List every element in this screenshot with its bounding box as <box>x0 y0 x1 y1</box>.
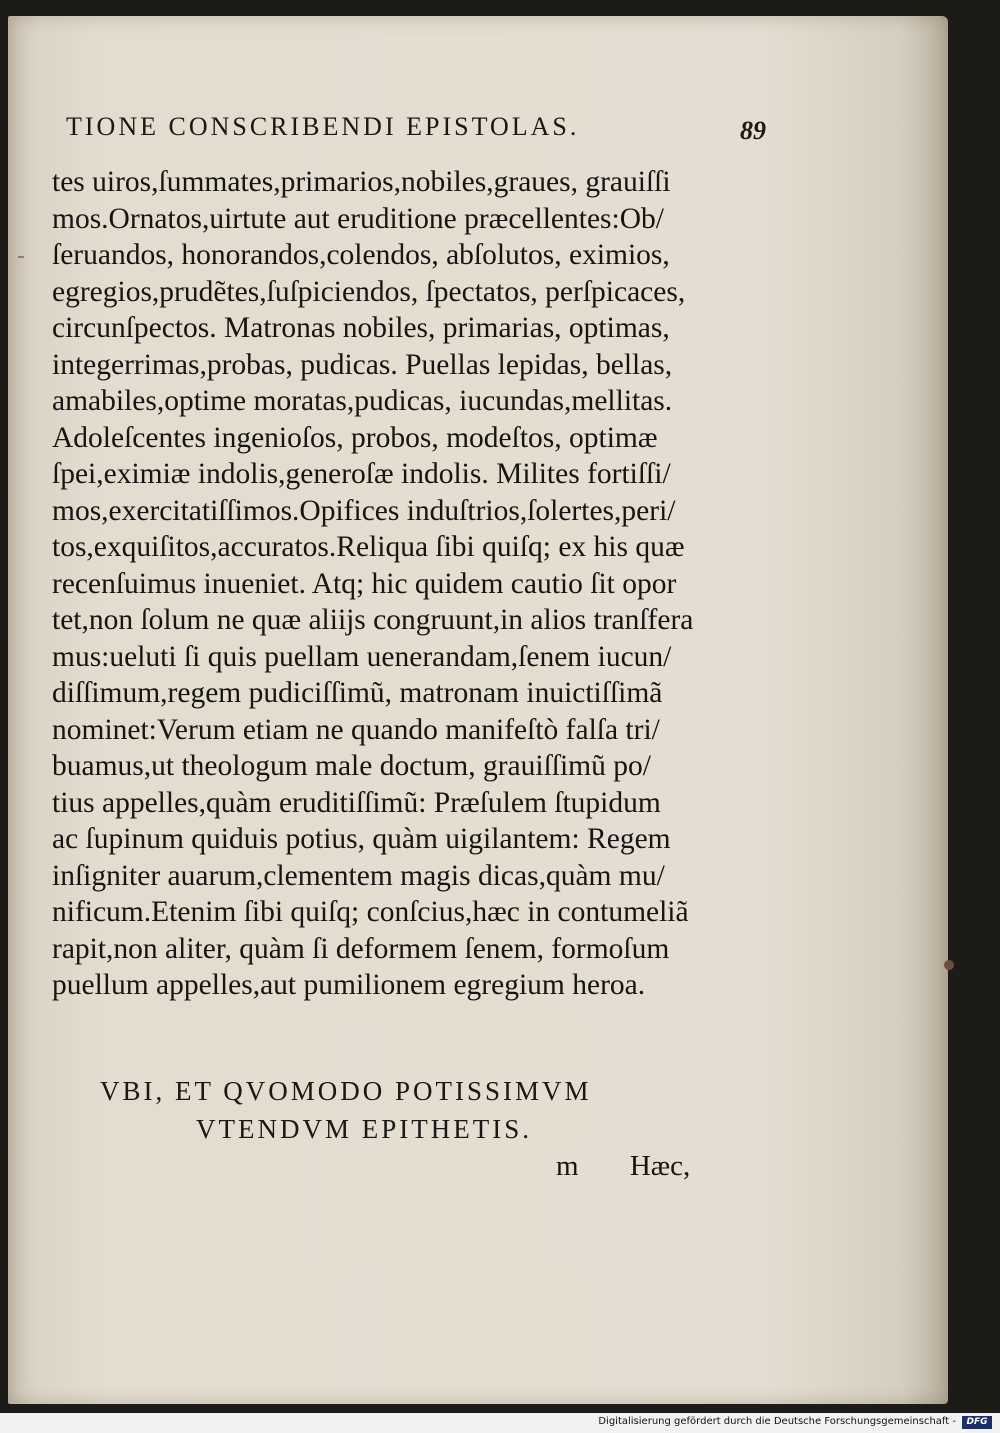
text-line: egregios,prudẽtes,ſuſpiciendos, ſpectatos, perſpicaces, <box>52 275 686 308</box>
text-line: amabiles,optime moratas,pudicas, iucundas,mellitas. <box>52 385 673 417</box>
text-line: recenſuimus inueniet. Atq; hic quidem cautio ſit opor <box>52 567 677 600</box>
catchword-line <box>556 1150 690 1183</box>
page-header <box>66 104 766 144</box>
text-line: puellum appelles,aut pumilionem egregium heroa. <box>52 969 646 1001</box>
section-heading <box>100 1072 700 1148</box>
text-line: tes uiros,ſummates,primarios,nobiles,graues, grauiſſi <box>52 166 671 198</box>
text-line: tet,non ſolum ne quæ aliĳs congruunt,in alios tranſfera <box>52 604 694 636</box>
signature-mark: m <box>556 1150 579 1182</box>
book-page <box>8 16 948 1404</box>
text-line: ac ſupinum quiduis potius, quàm uigilantem: Regem <box>52 823 671 855</box>
text-line: buamus,ut theologum male doctum, grauiſſimũ po/ <box>52 750 651 782</box>
margin-dot <box>944 960 954 970</box>
text-line: integerrimas,probas, pudicas. Puellas lepidas, bellas, <box>52 348 673 381</box>
text-line: Adoleſcentes ingenioſos, probos, modeſtos, optimæ <box>52 421 658 454</box>
text-line: tos,exquiſitos,accuratos.Reliqua ſibi quiſq; ex his quæ <box>52 531 685 563</box>
heading-line-1: VBI, ET QVOMODO POTISSIMVM <box>100 1076 592 1106</box>
text-line: ſpei,eximiæ indolis,generoſæ indolis. Milites fortiſſi/ <box>52 458 671 490</box>
text-line: rapit,non aliter, quàm ſi deformem ſenem, formoſum <box>52 932 670 965</box>
text-line: circunſpectos. Matronas nobiles, primarias, optimas, <box>52 312 670 344</box>
running-head: TIONE CONSCRIBENDI EPISTOLAS. <box>66 112 580 141</box>
text-line: mos.Ornatos,uirtute aut eruditione præcellentes:Ob/ <box>52 202 664 235</box>
footer-bar <box>0 1413 1000 1433</box>
page-edge-mark <box>18 256 24 258</box>
text-line: nificum.Etenim ſibi quiſq; conſcius,hæc in contumeliã <box>52 896 689 928</box>
text-line: mos,exercitatiſſimos.Opifices induſtrios,ſolertes,peri/ <box>52 494 676 527</box>
text-line: mus:ueluti ſi quis puellam uenerandam,ſenem iucun/ <box>52 640 672 673</box>
text-line: ſeruandos, honorandos,colendos, abſolutos, eximios, <box>52 239 670 271</box>
text-line: diſſimum,regem pudiciſſimũ, matronam inuictiſſimã <box>52 677 663 709</box>
text-line: inſigniter auarum,clementem magis dicas,quàm mu/ <box>52 859 665 892</box>
text-line: nominet:Verum etiam ne quando manifeſtò falſa tri/ <box>52 713 660 746</box>
page-number: 89 <box>740 116 766 145</box>
funding-credit: Digitalisierung gefördert durch die Deutsche Forschungsgemeinschaft - <box>598 1416 956 1427</box>
catchword: Hæc, <box>629 1150 691 1182</box>
text-line: tius appelles,quàm eruditiſſimũ: Præſulem ſtupidum <box>52 786 661 819</box>
heading-line-2: VTENDVM EPITHETIS. <box>196 1114 532 1144</box>
body-text <box>52 164 752 1004</box>
dfg-logo: DFG <box>962 1416 992 1429</box>
